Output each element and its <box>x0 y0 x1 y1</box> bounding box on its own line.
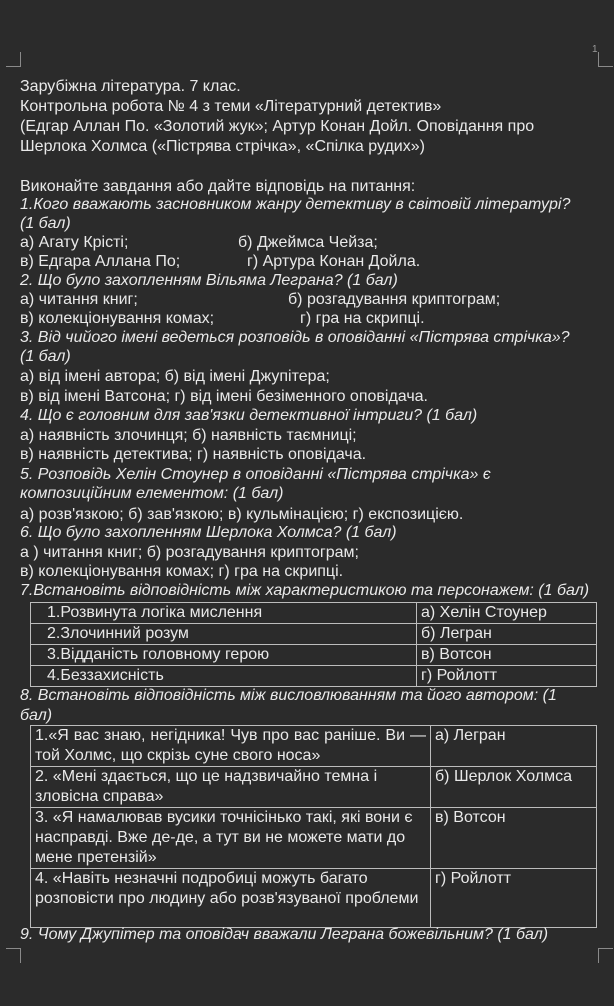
header-line: (Едгар Аллан По. «Золотий жук»; Артур Конан Дойл. Оповідання про <box>20 118 535 135</box>
q2-option-b: б) розгадування криптограм; <box>288 291 501 308</box>
q6-options-cd: в) колекціонування комах; г) гра на скрипці. <box>20 563 344 580</box>
q2-option-c: в) колекціонування комах; <box>20 310 215 327</box>
table-cell: а) Легран <box>431 726 597 767</box>
table-cell: а) Хелін Стоунер <box>417 603 597 624</box>
table-cell: г) Ройлотт <box>417 666 597 687</box>
table-row <box>31 603 597 624</box>
question-5-cont: композиційним елементом: (1 бал) <box>20 485 284 502</box>
table-row <box>31 808 597 869</box>
question-5: 5. Розповідь Хелін Стоунер в оповіданні «Пістрява стрічка» є <box>20 466 491 483</box>
table-row <box>31 624 597 645</box>
header-line: Контрольна робота № 4 з теми «Літературний детектив» <box>20 98 442 115</box>
question-3: 3. Від чийого імені ведеться розповідь в оповіданні «Пістрява стрічка»? <box>20 329 570 346</box>
question-3-points: (1 бал) <box>20 348 71 365</box>
q1-option-b: б) Джеймса Чейза; <box>238 234 378 251</box>
q2-option-d: г) гра на скрипці. <box>300 310 425 327</box>
table-cell: 2.Злочинний розум <box>31 624 417 645</box>
table-cell: 1.Розвинута логіка мислення <box>31 603 417 624</box>
header-line: Шерлока Холмса («Пістрява стрічка», «Спілка рудих») <box>20 138 425 155</box>
table-cell: б) Легран <box>417 624 597 645</box>
q8-match-table <box>30 725 597 928</box>
question-8: 8. Встановіть відповідність між висловлюванням та його автором: (1 <box>20 687 557 704</box>
question-6: 6. Що було захопленням Шерлока Холмса? (1 бал) <box>20 524 397 541</box>
table-row <box>31 645 597 666</box>
table-cell: в) Вотсон <box>417 645 597 666</box>
margin-corner-mark <box>598 52 613 67</box>
margin-corner-mark <box>6 52 21 67</box>
table-cell: в) Вотсон <box>431 808 597 869</box>
question-9: 9. Чому Джупітер та оповідач вважали Леграна божевільним? (1 бал) <box>20 926 549 943</box>
q3-options-cd: в) від імені Ватсона; г) від імені безіменного оповідача. <box>20 388 428 405</box>
q1-option-a: а) Агату Крісті; <box>20 234 129 251</box>
page-number: 1 <box>592 44 598 55</box>
table-cell: 2. «Мені здається, що це надзвичайно темна і зловісна справа» <box>31 767 431 808</box>
header-line: Зарубіжна література. 7 клас. <box>20 78 241 95</box>
q7-match-table <box>30 602 597 687</box>
q1-option-d: г) Артура Конан Дойла. <box>247 253 421 270</box>
table-cell: 1.«Я вас знаю, негідника! Чув про вас раніше. Ви — той Холмс, що скрізь суне свого носа» <box>31 726 431 767</box>
q2-option-a: а) читання книг; <box>20 291 138 308</box>
q4-options-cd: в) наявність детектива; г) наявність оповідача. <box>20 446 367 463</box>
table-row <box>31 726 597 767</box>
q5-options: а) розв'язкою; б) зав'язкою; в) кульмінацією; г) експозицією. <box>20 506 464 523</box>
table-row <box>31 869 597 928</box>
q4-options-ab: а) наявність злочинця; б) наявність таємниці; <box>20 427 357 444</box>
question-8-cont: бал) <box>20 707 53 724</box>
table-row <box>31 767 597 808</box>
table-cell: 3.Відданість головному герою <box>31 645 417 666</box>
question-4: 4. Що є головним для зав'язки детективної інтриги? (1 бал) <box>20 407 478 424</box>
table-cell: б) Шерлок Холмса <box>431 767 597 808</box>
question-1-points: (1 бал) <box>20 215 71 232</box>
table-cell: г) Ройлотт <box>431 869 597 928</box>
table-cell: 4. «Навіть незначні подробиці можуть багато розповісти про людину або розв'язуваної проблеми <box>31 869 431 928</box>
instruction: Виконайте завдання або дайте відповідь на питання: <box>20 178 416 195</box>
table-cell: 4.Беззахисність <box>31 666 417 687</box>
question-7: 7.Встановіть відповідність між характеристикою та персонажем: (1 бал) <box>20 582 590 599</box>
q6-options-ab: а ) читання книг; б) розгадування криптограм; <box>20 544 359 561</box>
margin-corner-mark <box>598 948 613 963</box>
q1-option-c: в) Едгара Аллана По; <box>20 253 181 270</box>
question-1: 1.Кого вважають засновником жанру детективу в світовій літературі? <box>20 196 571 213</box>
question-2: 2. Що було захопленням Вільяма Леграна? (1 бал) <box>20 272 398 289</box>
margin-corner-mark <box>6 948 21 963</box>
table-row <box>31 666 597 687</box>
table-cell: 3. «Я намалював вусики точнісінько такі, які вони є насправді. Вже де-де, а тут ви не можете мати до мене претензій» <box>31 808 431 869</box>
q3-options-ab: а) від імені автора; б) від імені Джупітера; <box>20 368 330 385</box>
